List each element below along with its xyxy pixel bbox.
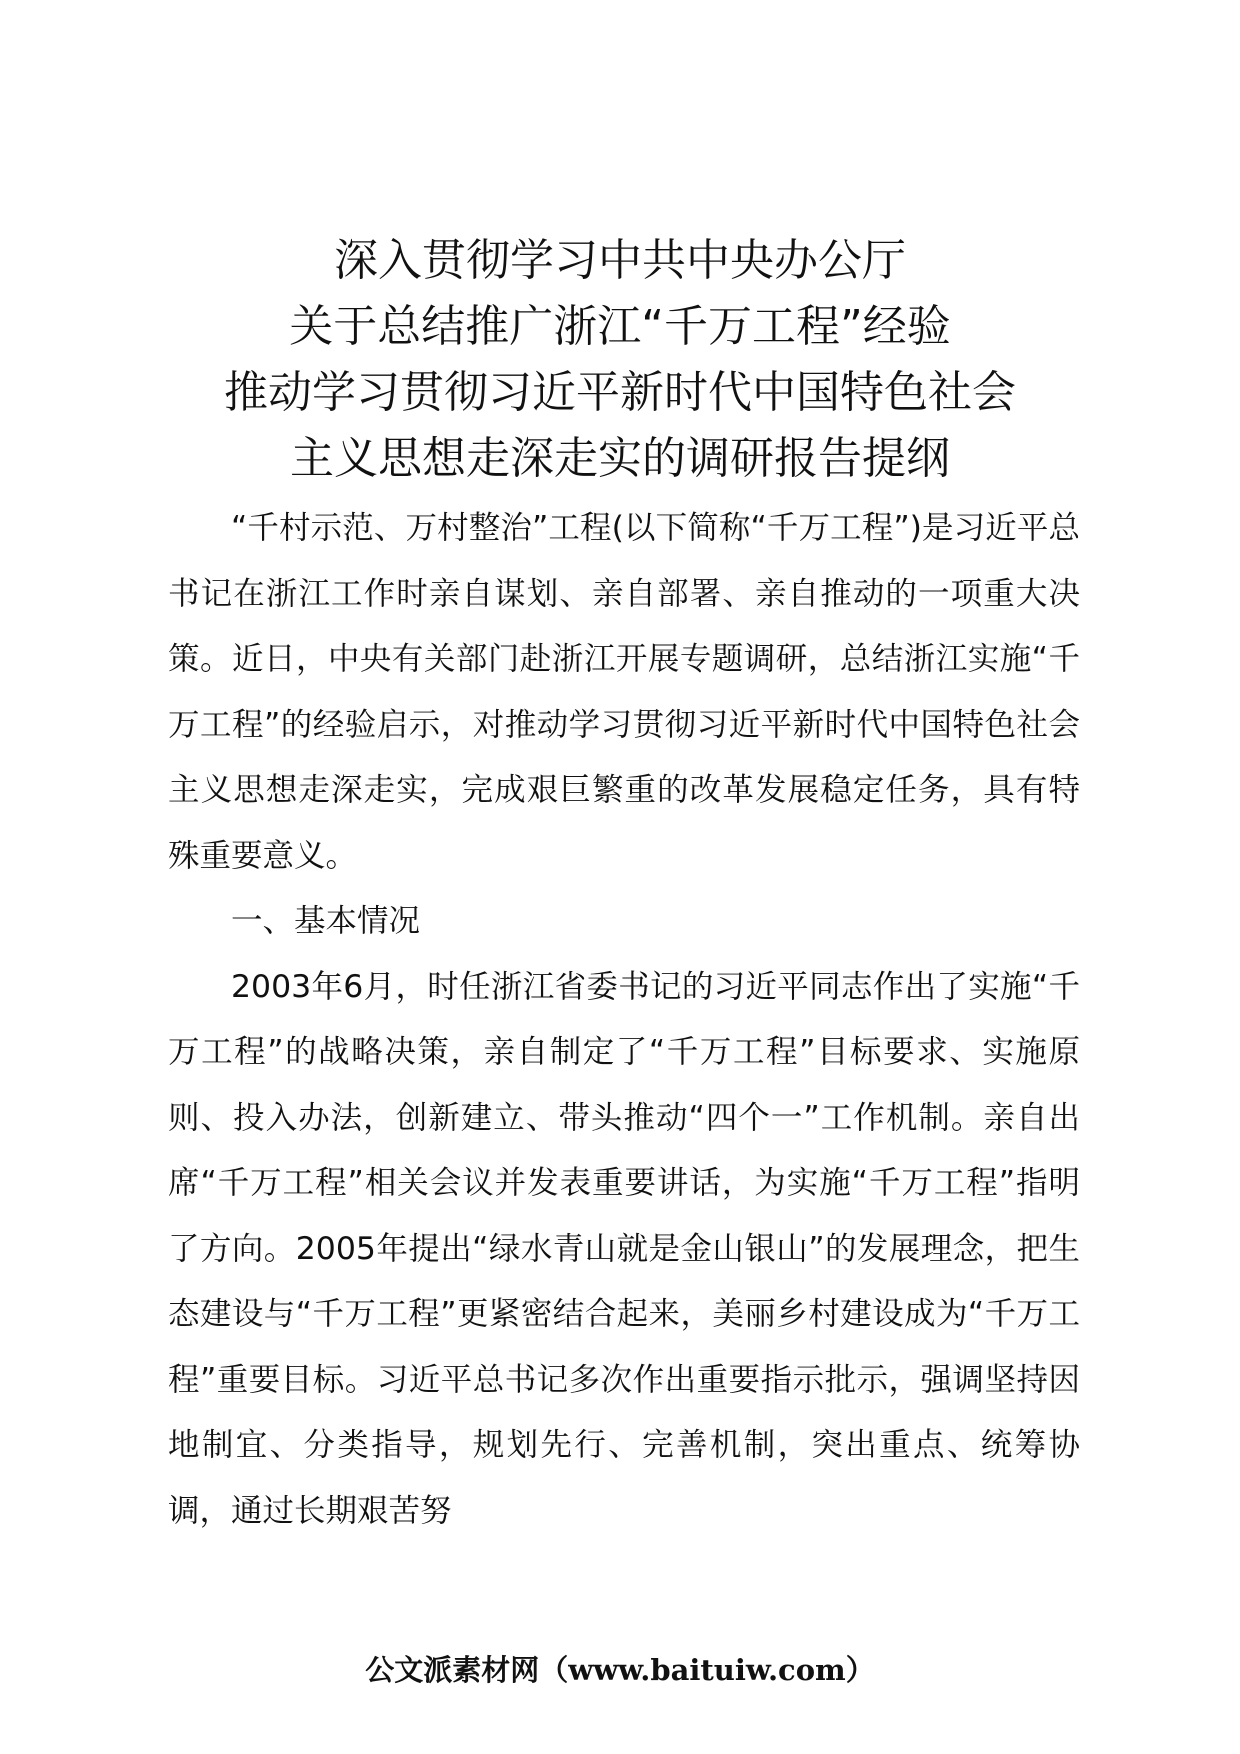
body-paragraph: 2003年6月，时任浙江省委书记的习近平同志作出了实施“千万工程”的战略决策，亲自制定了“千万工程”目标要求、实施原则、投入办法，创新建立、带头推动“四个一”工作机制。亲自出席“千万工程”相关会议并发表重要讲话，为实施“千万工程”指明了方向。2005年提出“绿水青山就是金山银山”的发展理念，把生态建设与“千万工程”更紧密结合起来，美丽乡村建设成为“千万工程”重要目标。习近平总书记多次作出重要指示批示，强调坚持因地制宜、分类指导，规划先行、完善机制，突出重点、统筹协调，通过长期艰苦努 (168, 968, 1080, 1529)
title-line: 推动学习贯彻习近平新时代中国特色社会 (224, 367, 1016, 418)
intro-paragraph: “千村示范、万村整治”工程(以下简称“千万工程”)是习近平总书记在浙江工作时亲自谋划、亲自部署、亲自推动的一项重大决策。近日，中央有关部门赴浙江开展专题调研，总结浙江实施“千万工程”的经验启示，对推动学习贯彻习近平新时代中国特色社会主义思想走深走实，完成艰巨繁重的改革发展稳定任务，具有特殊重要意义。 (168, 510, 1080, 874)
title-line: 主义思想走深走实的调研报告提纲 (290, 433, 950, 484)
section-heading: 一、基本情况 (231, 903, 421, 939)
footer-watermark: 公文派素材网（www.baituiw.com） (365, 1653, 875, 1687)
document-body (168, 496, 1080, 1544)
document-title (0, 228, 1240, 492)
title-line: 深入贯彻学习中共中央办公厅 (334, 235, 906, 286)
title-line: 关于总结推广浙江“千万工程”经验 (289, 301, 951, 352)
